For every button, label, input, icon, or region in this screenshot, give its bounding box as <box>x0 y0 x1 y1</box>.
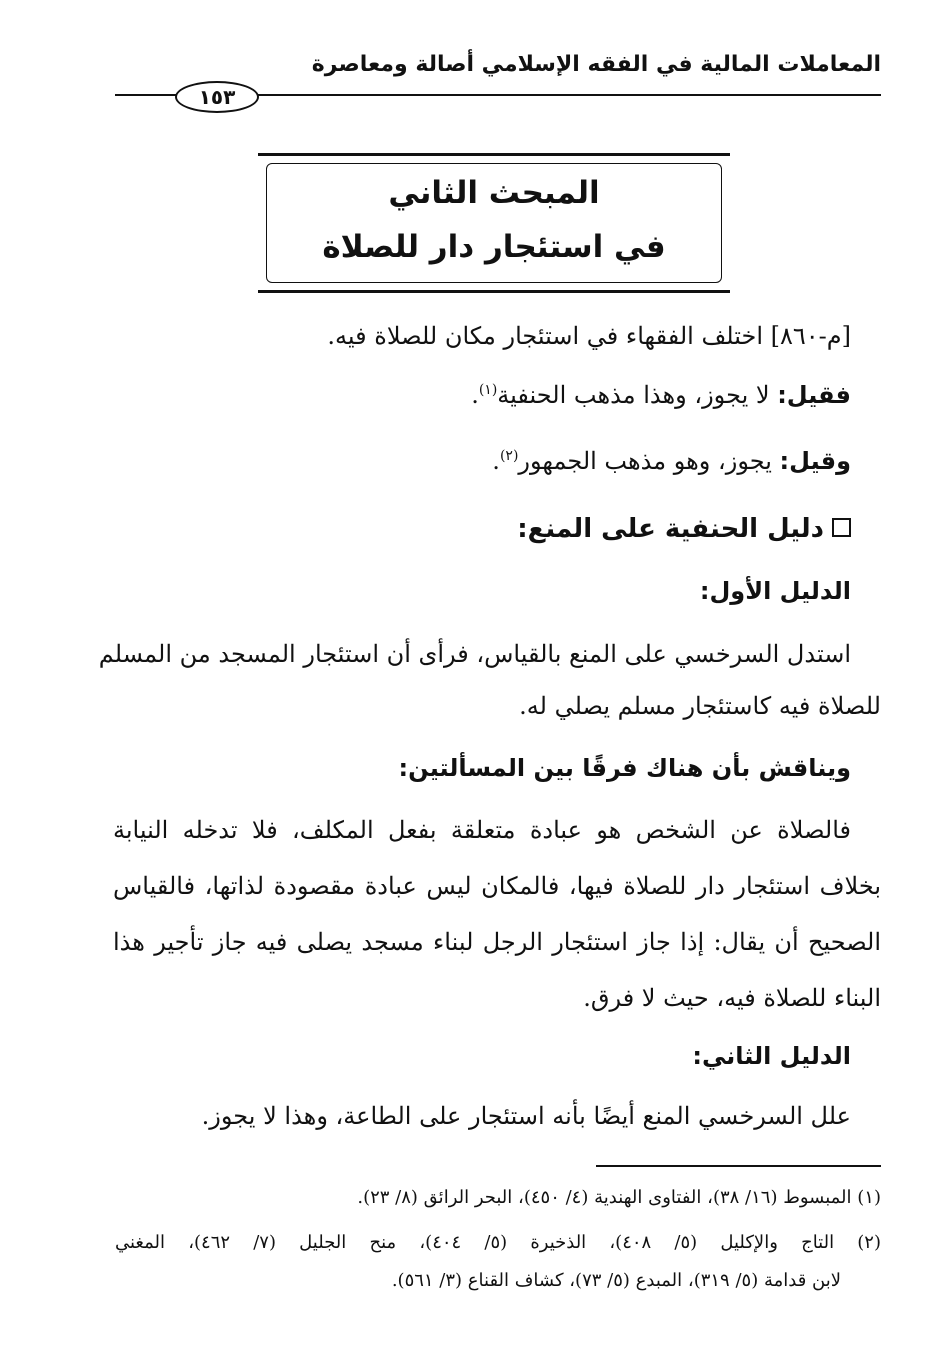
second-opinion-end: . <box>492 447 500 475</box>
running-header: المعاملات المالية في الفقه الإسلامي أصالة ومعاصرة <box>311 52 881 77</box>
footnote-2-line-1: (٢) التاج والإكليل (٥/ ٤٠٨)، الذخيرة (٥/ ٤٠٤)، منح الجليل (٧/ ٤٦٢)، المغني <box>115 1232 881 1253</box>
footnote-separator <box>596 1165 881 1167</box>
first-opinion-label: فقيل: <box>777 381 851 409</box>
discussion-line-1: فالصلاة عن الشخص هو عبادة متعلقة بفعل المكلف، فلا تدخله النيابة <box>113 816 851 844</box>
square-bullet-icon <box>832 518 851 537</box>
footnote-1: (١) المبسوط (١٦/ ٣٨)، الفتاوى الهندية (٤/ ٤٥٠)، البحر الرائق (٨/ ٢٣). <box>357 1187 881 1208</box>
page-number: ١٥٣ <box>175 81 259 113</box>
footnote-ref-1[interactable]: (١) <box>478 382 498 398</box>
chapter-title-line-1: المبحث الثاني <box>388 175 600 211</box>
discussion-line-2: بخلاف استئجار دار للصلاة فيها، فالمكان ليس عبادة مقصودة لذاتها، فالقياس <box>113 872 881 900</box>
footnote-2-line-2: لابن قدامة (٥/ ٣١٩)، المبدع (٥/ ٧٣)، كشاف القناع (٣/ ٥٦١). <box>391 1270 841 1291</box>
evidence-1-heading: الدليل الأول: <box>699 577 851 605</box>
discussion-line-4: البناء للصلاة فيه، حيث لا فرق. <box>583 984 881 1012</box>
chapter-title-box <box>258 153 730 293</box>
footnote-ref-2[interactable]: (٢) <box>499 448 519 464</box>
first-opinion-end: . <box>471 381 479 409</box>
chapter-title-line-2: في استئجار دار للصلاة <box>322 229 666 265</box>
discussion-heading: ويناقش بأن هناك فرقًا بين المسألتين: <box>398 754 851 782</box>
paragraph-intro: [م-٨٦٠] اختلف الفقهاء في استئجار مكان للصلاة فيه. <box>327 322 851 350</box>
evidence-2-heading: الدليل الثاني: <box>692 1042 851 1070</box>
title-bottom-rule <box>258 290 730 293</box>
discussion-line-3: الصحيح أن يقال: إذا جاز استئجار الرجل لبناء مسجد يصلى فيه جاز تأجير هذا <box>113 928 881 956</box>
paragraph-first-opinion <box>471 381 851 409</box>
title-top-rule <box>258 153 730 156</box>
second-opinion-text: يجوز، وهو مذهب الجمهور <box>518 447 780 475</box>
section-heading <box>517 514 851 544</box>
evidence-2-line-1: علل السرخسي المنع أيضًا بأنه استئجار على الطاعة، وهذا لا يجوز. <box>201 1102 851 1130</box>
section-heading-text: دليل الحنفية على المنع: <box>517 514 824 544</box>
first-opinion-text: لا يجوز، وهذا مذهب الحنفية <box>497 381 778 409</box>
evidence-1-line-2: للصلاة فيه كاستئجار مسلم يصلي له. <box>519 692 881 720</box>
paragraph-second-opinion <box>492 447 851 475</box>
evidence-1-line-1: استدل السرخسي على المنع بالقياس، فرأى أن استئجار المسجد من المسلم <box>98 640 851 668</box>
second-opinion-label: وقيل: <box>779 447 851 475</box>
